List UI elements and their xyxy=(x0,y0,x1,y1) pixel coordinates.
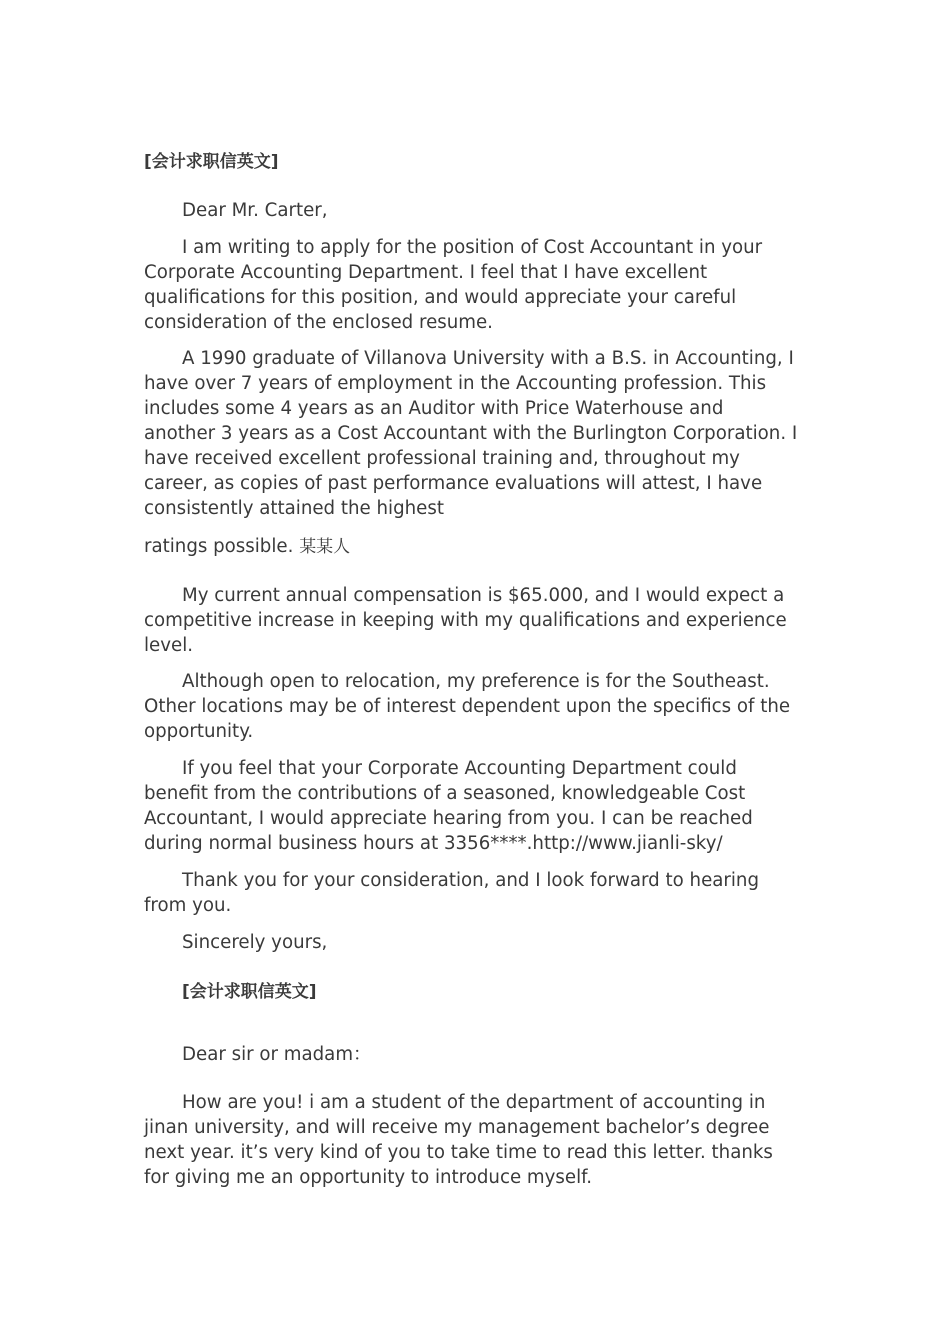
letter1-paragraph-2-end xyxy=(144,534,799,560)
letter1-paragraph-2: A 1990 graduate of Villanova University with a B.S. in Accounting, I have over 7 years of employment in the Accounting profession. This includes some 4 years as an Auditor with Price Waterhouse and another 3 years as a Cost Accountant with the Burlington Corporation. I have received excellent professional training and, throughout my career, as copies of past performance evaluations will attest, I have consistently attained the highest xyxy=(144,348,798,519)
letter1-salutation: Dear Mr. Carter, xyxy=(182,200,328,221)
letter2-paragraph-1: How are you! i am a student of the department of accounting in jinan university, and will receive my management bachelor’s degree next year. it’s very kind of you to take time to read this letter. thanks for giving me an opportunity to introduce myself. xyxy=(144,1092,773,1188)
letter2-salutation: Dear sir or madam： xyxy=(182,1044,372,1065)
letter1-paragraph-6: Thank you for your consideration, and I look forward to hearing from you. xyxy=(144,870,760,916)
letter1-paragraph-2-tail: ratings possible. xyxy=(144,536,294,557)
letter1-paragraph-3: My current annual compensation is $65.000, and I would expect a competitive increase in keeping with my qualifications and experience level. xyxy=(144,585,787,656)
letter1-paragraph-1: I am writing to apply for the position of Cost Accountant in your Corporate Accounting Department. I feel that I have excellent qualifications for this position, and would appreciate your careful consideration of the enclosed resume. xyxy=(144,237,763,333)
letter1-paragraph-4: Although open to relocation, my preference is for the Southeast. Other locations may be of interest dependent upon the specifics of the opportunity. xyxy=(144,671,791,742)
letter1-closing: Sincerely yours, xyxy=(182,932,328,953)
letter1-name: 某某人 xyxy=(299,537,351,557)
letter1-heading: [会计求职信英文] xyxy=(144,152,279,172)
letter1-paragraph-5: If you feel that your Corporate Accounting Department could benefit from the contributions of a seasoned, knowledgeable Cost Accountant, I would appreciate hearing from you. I can be reached during normal business hours at 3356****.http://www.jianli-sky/ xyxy=(144,758,753,854)
letter2-heading: [会计求职信英文] xyxy=(182,982,317,1002)
